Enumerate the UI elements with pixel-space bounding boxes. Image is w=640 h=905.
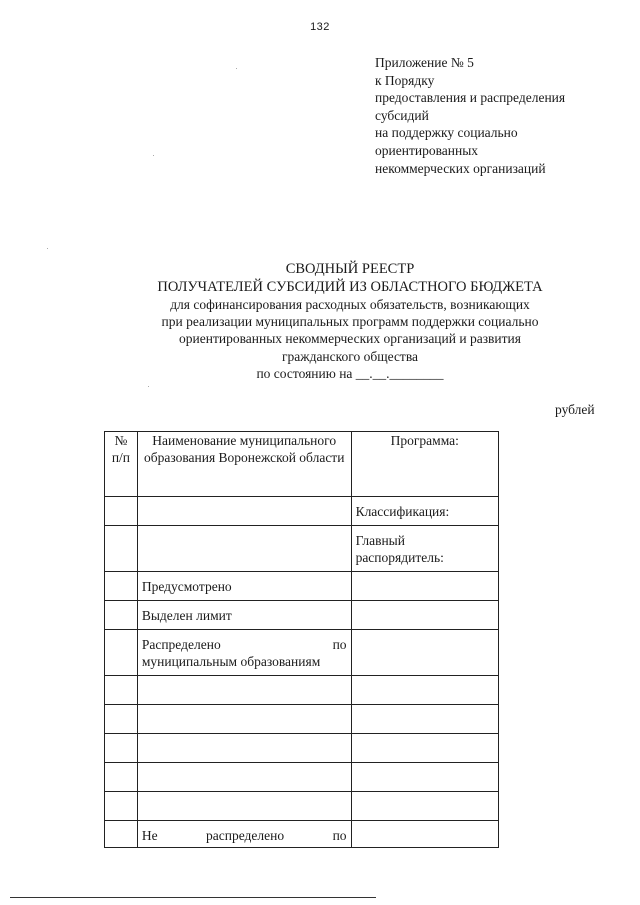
appendix-line: к Порядку — [375, 72, 435, 88]
table-row — [105, 526, 499, 572]
not-distributed-label — [137, 821, 351, 848]
table-row — [105, 821, 499, 848]
scan-speck — [153, 155, 154, 156]
table-cell — [351, 734, 498, 763]
table-row — [105, 792, 499, 821]
page-number: 132 — [310, 21, 330, 33]
table-cell — [137, 734, 351, 763]
appendix-note — [375, 54, 625, 177]
table-row — [105, 734, 499, 763]
distributed-word: по — [332, 637, 347, 652]
subtitle-line: для софинансирования расходных обязательств, возникающих — [170, 297, 530, 312]
table-header-row — [105, 432, 499, 497]
table-cell — [137, 676, 351, 705]
table-cell — [137, 526, 351, 572]
document-title — [95, 260, 605, 382]
table-cell — [351, 572, 498, 601]
not-distributed-word: распределено — [206, 828, 285, 843]
table-cell — [351, 792, 498, 821]
subtitle-line: гражданского общества — [281, 348, 419, 364]
currency-unit: рублей — [555, 402, 595, 417]
scan-speck — [47, 248, 48, 249]
registry-table — [104, 431, 499, 848]
appendix-line: некоммерческих организаций — [375, 160, 546, 176]
provided-label: Предусмотрено — [137, 572, 351, 601]
table-row — [105, 497, 499, 526]
appendix-line: Приложение № 5 — [375, 55, 474, 70]
appendix-line: ориентированных — [375, 142, 479, 158]
number-column-header: № п/п — [105, 432, 138, 497]
table-cell — [105, 572, 138, 601]
main-manager-label: Главный распорядитель: — [351, 526, 498, 572]
subtitle-line: при реализации муниципальных программ поддержки социально — [161, 314, 539, 330]
table-cell — [105, 821, 138, 848]
table-cell — [105, 705, 138, 734]
distributed-word: муниципальным образованиям — [141, 654, 321, 669]
table-cell — [105, 763, 138, 792]
table-row — [105, 572, 499, 601]
table-cell — [137, 705, 351, 734]
appendix-line: на поддержку социально — [375, 125, 518, 141]
footnote-separator — [10, 897, 376, 898]
table-cell — [105, 601, 138, 630]
distributed-label — [137, 630, 351, 676]
table-row — [105, 763, 499, 792]
limit-label: Выделен лимит — [137, 601, 351, 630]
classification-label: Классификация: — [351, 497, 498, 526]
table-row — [105, 705, 499, 734]
title-line: ПОЛУЧАТЕЛЕЙ СУБСИДИЙ ИЗ ОБЛАСТНОГО БЮДЖЕТА — [157, 279, 543, 295]
program-column-header: Программа: — [351, 432, 498, 497]
table-cell — [351, 705, 498, 734]
table-cell — [137, 497, 351, 526]
table-cell — [137, 792, 351, 821]
distributed-word: Распределено — [141, 637, 221, 652]
table-cell — [351, 763, 498, 792]
date-line: по состоянию на __.__.________ — [256, 365, 444, 381]
table-cell — [351, 676, 498, 705]
not-distributed-word: Не — [141, 828, 158, 843]
scan-speck — [148, 386, 149, 387]
table-cell — [105, 497, 138, 526]
table-cell — [105, 792, 138, 821]
subtitle-line: ориентированных некоммерческих организаций и развития — [179, 331, 521, 347]
table-cell — [351, 601, 498, 630]
table-row — [105, 630, 499, 676]
appendix-line: предоставления и распределения — [375, 90, 566, 106]
table-cell — [137, 763, 351, 792]
table-cell — [351, 630, 498, 676]
title-line: СВОДНЫЙ РЕЕСТР — [285, 261, 415, 277]
table-cell — [105, 676, 138, 705]
table-cell — [351, 821, 498, 848]
table-cell — [105, 526, 138, 572]
table-cell — [105, 734, 138, 763]
not-distributed-word: по — [332, 828, 347, 843]
municipality-column-header: Наименование муниципального образования Воронежской области — [137, 432, 351, 497]
scan-speck — [236, 68, 237, 69]
table-cell — [105, 630, 138, 676]
table-row — [105, 676, 499, 705]
table-row — [105, 601, 499, 630]
appendix-line: субсидий — [375, 107, 429, 123]
